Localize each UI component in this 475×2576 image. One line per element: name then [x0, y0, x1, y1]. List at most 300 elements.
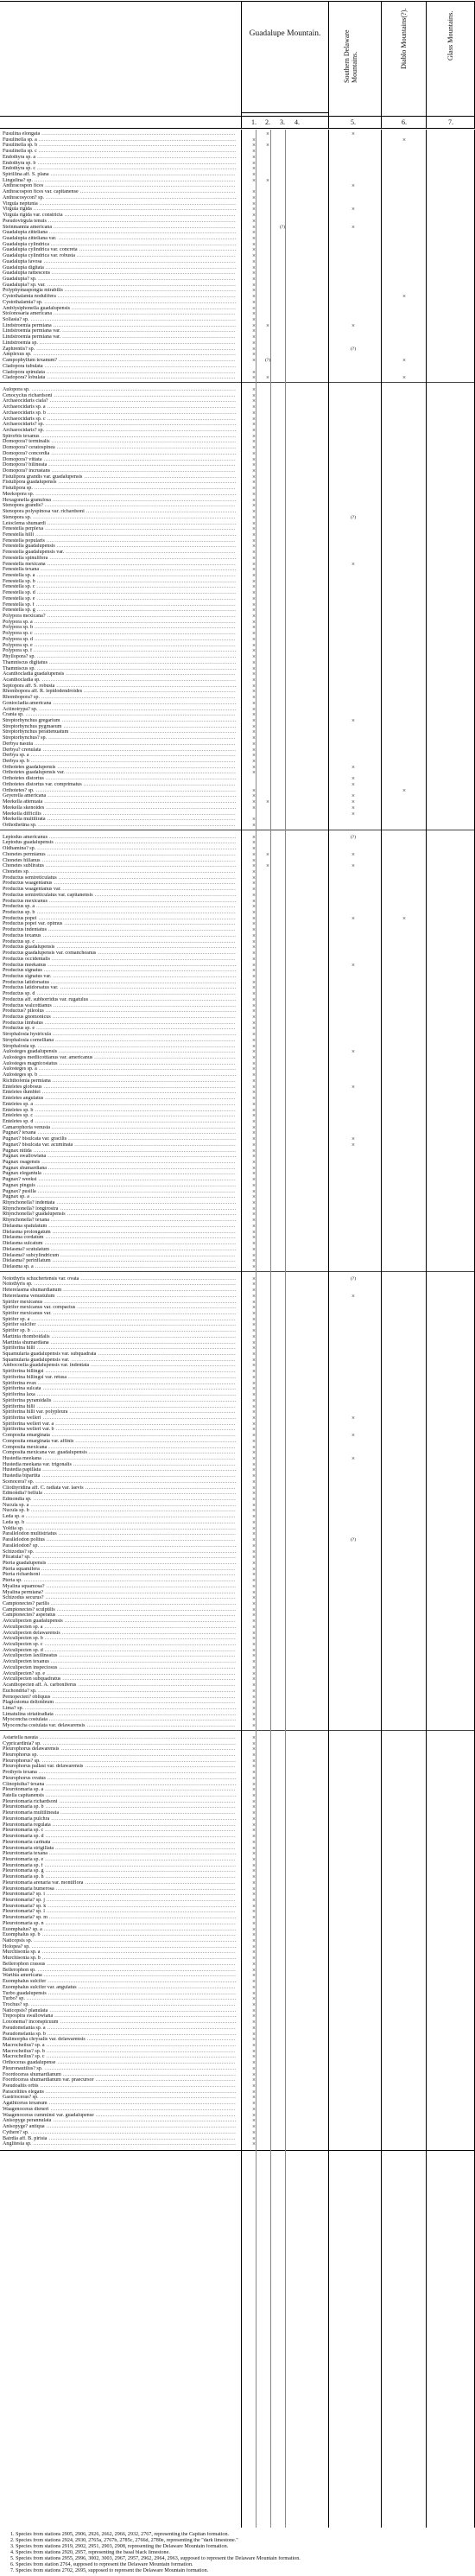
- table-row: [0, 1096, 475, 1102]
- species-name: Camarophoria venusta .....: [3, 1125, 236, 1131]
- table-row: [0, 1904, 475, 1910]
- occurrence-mark: ×: [252, 1379, 256, 1387]
- table-row: [0, 1764, 475, 1770]
- occurrence-mark: ×: [252, 1815, 256, 1822]
- species-name: Strophalosia sp. .....: [3, 1044, 236, 1050]
- occurrence-mark: ×: [252, 427, 256, 434]
- occurrence-mark: ×: [252, 252, 256, 260]
- table-row: [0, 1671, 475, 1677]
- species-name: Euomphalus sulcifer var. angulatus .....: [3, 1985, 236, 1991]
- species-name: Pleurotomaria texana .....: [3, 1851, 236, 1857]
- occurrence-mark: ×: [252, 1356, 256, 1364]
- occurrence-mark: ×: [252, 1821, 256, 1829]
- species-name: Pleurotomaria? sp. j .....: [3, 1898, 236, 1904]
- occurrence-mark: ×: [252, 984, 256, 992]
- species-name: Pugnax elegantula .....: [3, 1171, 236, 1177]
- table-row: [0, 556, 475, 562]
- occurrence-mark: ×: [252, 1292, 256, 1300]
- occurrence-mark: ×: [252, 1810, 256, 1817]
- occurrence-mark: ×: [252, 630, 256, 638]
- occurrence-mark: ×: [252, 1600, 256, 1607]
- species-name: Productus latidorsatus var. .....: [3, 985, 236, 991]
- occurrence-mark: ×: [252, 176, 256, 184]
- species-name: Stenopora polyspinosa var. richardsoni .....: [3, 509, 236, 515]
- occurrence-mark: ×: [252, 665, 256, 672]
- table-row: [0, 945, 475, 951]
- table-row: [0, 747, 475, 754]
- table-row: [0, 2107, 475, 2113]
- occurrence-mark: ×: [352, 717, 355, 724]
- column-rule: [426, 130, 427, 2528]
- occurrence-mark: ×: [252, 577, 256, 585]
- header-number-rule: [0, 116, 475, 117]
- table-row: [0, 2113, 475, 2119]
- occurrence-mark: ×: [252, 607, 256, 614]
- table-row: [0, 1520, 475, 1526]
- column-number-7: 7.: [448, 118, 453, 126]
- species-name: Phyllopora? sp. .....: [3, 654, 236, 660]
- occurrence-mark: ×: [252, 728, 256, 736]
- occurrence-mark: ×: [252, 1234, 256, 1242]
- species-name: Camptonectes? parilis .....: [3, 1601, 236, 1607]
- table-row: [0, 1142, 475, 1148]
- occurrence-mark: ×: [252, 926, 256, 934]
- table-row: [0, 584, 475, 590]
- footnote: 5. Species from stations 2955, 2996, 3002, 3003, 2967, 2957, 2962, 2964, 2963, supposed to represent the Delaware Mountain formation.: [10, 2556, 301, 2561]
- species-name: Aviculipecten laxilineatus .....: [3, 1653, 236, 1659]
- occurrence-mark: ×: [252, 1995, 256, 2003]
- occurrence-mark: ×: [252, 310, 256, 318]
- species-name: Waagenoceras cumminsi var. guadalupense .....: [3, 2113, 236, 2119]
- table-row: [0, 1549, 475, 1555]
- table-row: [0, 2002, 475, 2008]
- species-name: Aulosteges medlicottianus var. americanus .....: [3, 1055, 236, 1061]
- species-name: Endothyra sp. b .....: [3, 161, 236, 167]
- occurrence-mark: ×: [252, 1960, 256, 1968]
- occurrence-mark: ×: [352, 862, 355, 870]
- occurrence-mark: ×: [252, 914, 256, 922]
- species-name: Polypora sp. c .....: [3, 631, 236, 637]
- table-row: [0, 515, 475, 521]
- table-row: [0, 1868, 475, 1874]
- species-name: Holopea? sp. .....: [3, 1944, 236, 1950]
- occurrence-mark: ×: [252, 1112, 256, 1120]
- species-name: Fenestella guadalupensis var. .....: [3, 550, 236, 556]
- table-row: [0, 1415, 475, 1422]
- occurrence-mark: ×: [252, 682, 256, 690]
- occurrence-mark: ×: [252, 856, 256, 864]
- occurrence-mark: ×: [252, 194, 256, 201]
- occurrence-mark: ×: [252, 2140, 256, 2148]
- occurrence-mark: ×: [252, 1298, 256, 1306]
- species-name: Pleurotomaria sp. d .....: [3, 1834, 236, 1840]
- footnote: 1. Species from stations 2905, 2906, 2926, 2662, 2966, 2932, 2767, representing the Capitan formation.: [10, 2532, 230, 2537]
- species-name: Spiriferina hilli var. polypleura .....: [3, 1409, 236, 1415]
- table-row: [0, 1084, 475, 1091]
- table-row: [0, 1491, 475, 1497]
- occurrence-mark: ×: [252, 1687, 256, 1695]
- table-row: [0, 1352, 475, 1358]
- occurrence-mark: ×: [252, 351, 256, 359]
- table-row: [0, 1526, 475, 1532]
- table-row: [0, 607, 475, 614]
- table-row: [0, 684, 475, 690]
- table-row: [0, 1612, 475, 1619]
- occurrence-mark: ×: [252, 735, 256, 742]
- table-row: [0, 225, 475, 231]
- table-row: [0, 1607, 475, 1613]
- table-row: [0, 1886, 475, 1892]
- species-name: Orthothetina sp. .....: [3, 823, 236, 829]
- table-row: [0, 1369, 475, 1375]
- species-name: Pleurophorus? sp. .....: [3, 1759, 236, 1765]
- species-name: Streptorhynchus gregarium .....: [3, 718, 236, 724]
- species-name: Polypora sp. a .....: [3, 620, 236, 626]
- occurrence-mark: ×: [252, 763, 256, 771]
- table-row: [0, 1840, 475, 1846]
- table-row: [0, 811, 475, 817]
- occurrence-mark: ×: [252, 845, 256, 853]
- header-rule-5: [328, 1, 329, 128]
- species-name: Trepospira swallowiana .....: [3, 2013, 236, 2019]
- species-name: Virgula rigida .....: [3, 207, 236, 213]
- table-row: [0, 230, 475, 236]
- occurrence-mark: ×: [252, 240, 256, 248]
- occurrence-mark: ×: [252, 1623, 256, 1631]
- diablo-label: Diablo Mountains(?).: [400, 8, 408, 69]
- species-name: Lindstroemia permiana var. .....: [3, 334, 236, 340]
- species-name: Anthracospon fices var. capitanense .....: [3, 189, 236, 195]
- species-name: Productus mexicanus .....: [3, 899, 236, 905]
- species-name: Virgula rigida var. constricta .....: [3, 213, 236, 219]
- species-name: Pugnax? pusilla .....: [3, 1189, 236, 1195]
- species-name: Richthofenia permiana .....: [3, 1078, 236, 1084]
- species-name: Derbya nasuta .....: [3, 741, 236, 747]
- species-name: Aulosteges guadalupensis .....: [3, 1049, 236, 1055]
- species-name: Fusulina elongata .....: [3, 131, 236, 137]
- occurrence-mark: ×: [252, 1059, 256, 1067]
- species-name: Paraceltites elegans .....: [3, 2089, 236, 2096]
- table-row: [0, 1695, 475, 1701]
- table-row: [0, 1723, 475, 1729]
- occurrence-mark: ×: [252, 1618, 256, 1625]
- occurrence-mark: ×: [252, 2083, 256, 2090]
- species-name: Sollasia? sp. .....: [3, 317, 236, 323]
- occurrence-mark: ×: [252, 786, 256, 794]
- occurrence-mark: ×: [252, 722, 256, 730]
- table-row: [0, 1230, 475, 1236]
- occurrence-mark: ×: [352, 130, 355, 137]
- occurrence-mark: ×: [252, 2030, 256, 2038]
- occurrence-mark: ×: [352, 1048, 355, 1056]
- species-name: Leptodus americanus .....: [3, 835, 236, 841]
- species-name: Polypora mexicana? .....: [3, 614, 236, 620]
- species-name: Composita emarginata var. affinis .....: [3, 1439, 236, 1445]
- table-row: [0, 1322, 475, 1328]
- occurrence-mark: ×: [252, 1100, 256, 1108]
- occurrence-mark: ×: [252, 1129, 256, 1137]
- species-name: Archaeocidaris? sp. .....: [3, 422, 236, 428]
- table-row: [0, 1927, 475, 1933]
- table-row: [0, 1770, 475, 1776]
- species-name: Chonetes sp. .....: [3, 869, 236, 875]
- section-divider: [0, 382, 475, 383]
- table-row: [0, 1264, 475, 1270]
- occurrence-mark: ×: [252, 938, 256, 945]
- occurrence-mark: ×: [352, 560, 355, 568]
- table-row: [0, 236, 475, 242]
- table-row: [0, 1154, 475, 1160]
- table-row: [0, 1880, 475, 1886]
- occurrence-mark: ×: [402, 357, 406, 365]
- species-name: Pugnax sp. a .....: [3, 1194, 236, 1200]
- table-row: [0, 213, 475, 219]
- occurrence-mark: ×: [252, 1780, 256, 1788]
- occurrence-mark: ×: [252, 618, 256, 626]
- occurrence-mark: ×: [252, 961, 256, 969]
- table-row: [0, 265, 475, 271]
- table-row: [0, 1189, 475, 1195]
- table-row: [0, 398, 475, 404]
- table-row: [0, 166, 475, 172]
- occurrence-mark: ×: [252, 1339, 256, 1346]
- table-row: [0, 1311, 475, 1317]
- species-name: Aviculipecten sp. a .....: [3, 1625, 236, 1631]
- species-name: Meekella difficilis .....: [3, 811, 236, 817]
- occurrence-mark: ×: [252, 1072, 256, 1079]
- occurrence-mark: ×: [252, 886, 256, 894]
- occurrence-mark: ×: [252, 1740, 256, 1747]
- table-row: [0, 776, 475, 782]
- species-name: Plicatula? sp. .....: [3, 1555, 236, 1561]
- occurrence-mark: ×: [252, 1594, 256, 1602]
- table-row: [0, 660, 475, 666]
- table-row: [0, 1653, 475, 1659]
- species-name: Pugnax nitida .....: [3, 1148, 236, 1154]
- occurrence-mark: ×: [252, 246, 256, 254]
- table-row: [0, 1328, 475, 1334]
- table-row: [0, 1759, 475, 1765]
- table-row: [0, 985, 475, 991]
- species-name: Aviculipecten sp. d .....: [3, 1648, 236, 1654]
- species-name: Archaeocidaris sp. c .....: [3, 417, 236, 423]
- species-name: Streptorhynchus perattenuatum .....: [3, 729, 236, 735]
- species-name: Polypora sp. e .....: [3, 643, 236, 649]
- occurrence-mark: ×: [252, 258, 256, 265]
- species-name: Cystothalamia? sp. .....: [3, 300, 236, 306]
- species-name: Composita mexicana var. guadalupensis .....: [3, 1450, 236, 1456]
- table-row: [0, 1148, 475, 1154]
- table-row: [0, 835, 475, 841]
- table-row: [0, 695, 475, 701]
- table-row: [0, 770, 475, 776]
- table-row: [0, 805, 475, 811]
- table-row: [0, 2019, 475, 2026]
- species-name: Rhynchonella? guadalupensis .....: [3, 1212, 236, 1218]
- species-name: Schizodus? sp. .....: [3, 1549, 236, 1555]
- table-row: [0, 1206, 475, 1212]
- species-name: Cladopora? lobulata .....: [3, 375, 236, 381]
- table-row: [0, 474, 475, 480]
- species-name: Hustedia meekana var. trigonalis .....: [3, 1462, 236, 1468]
- species-name: Guadalupia ramescens .....: [3, 270, 236, 277]
- occurrence-mark: ×: [252, 368, 256, 376]
- occurrence-mark: ×: [252, 816, 256, 824]
- species-name: Agathiceras texanum .....: [3, 2101, 236, 2107]
- table-row: [0, 253, 475, 259]
- occurrence-mark: (?): [350, 834, 357, 840]
- table-row: [0, 1590, 475, 1596]
- table-row: [0, 625, 475, 631]
- species-name: Composita mexicana .....: [3, 1445, 236, 1451]
- table-row: [0, 712, 475, 718]
- occurrence-mark: ×: [252, 444, 256, 452]
- occurrence-mark: ×: [252, 1315, 256, 1323]
- species-name: Euchondria? sp. .....: [3, 1689, 236, 1695]
- occurrence-mark: ×: [252, 1663, 256, 1671]
- occurrence-mark: ×: [252, 1501, 256, 1509]
- table-row: [0, 1072, 475, 1078]
- table-row: [0, 567, 475, 573]
- species-name: Aviculipecten guadalupensis .....: [3, 1619, 236, 1625]
- occurrence-mark: ×: [252, 543, 256, 550]
- occurrence-mark: ×: [252, 554, 256, 562]
- species-name: Streptorhynchus? sp. .....: [3, 735, 236, 741]
- species-name: Anisopyge? antiqua .....: [3, 2124, 236, 2130]
- species-name: Pleurotomaria pulchra .....: [3, 1816, 236, 1822]
- species-name: Chonetes subliratus .....: [3, 863, 236, 869]
- occurrence-mark: ×: [252, 694, 256, 702]
- occurrence-mark: ×: [252, 833, 256, 841]
- species-name: Guadalupia cylindrica .....: [3, 242, 236, 248]
- occurrence-mark: (?): [350, 514, 357, 520]
- table-row: [0, 939, 475, 945]
- species-name: Orthotetes guadalupensis .....: [3, 765, 236, 771]
- species-name: Archaeocidaris sp. b .....: [3, 410, 236, 417]
- table-row: [0, 306, 475, 312]
- table-row: [0, 1968, 475, 1974]
- species-name: Pleurotomaria arenaria var. montiflora .....: [3, 1880, 236, 1886]
- species-name: Thamniscus sp. .....: [3, 666, 236, 672]
- column-number-1: 1.: [251, 118, 256, 126]
- table-row: [0, 1648, 475, 1654]
- occurrence-mark: ×: [252, 1658, 256, 1666]
- species-name: Dielasma spatulatum .....: [3, 1224, 236, 1230]
- occurrence-mark: ×: [252, 1065, 256, 1073]
- table-row: [0, 573, 475, 579]
- species-name: Fenestella sp. f .....: [3, 602, 236, 608]
- table-row: [0, 1177, 475, 1183]
- occurrence-mark: ×: [252, 2123, 256, 2131]
- occurrence-mark: ×: [252, 758, 256, 766]
- table-row: [0, 1962, 475, 1968]
- table-row: [0, 1021, 475, 1027]
- species-name: Fistulipora sp. .....: [3, 486, 236, 492]
- occurrence-mark: ×: [266, 142, 269, 149]
- occurrence-mark: ×: [252, 972, 256, 980]
- occurrence-mark: ×: [252, 1437, 256, 1445]
- table-row: [0, 1485, 475, 1492]
- table-row: [0, 2136, 475, 2142]
- table-row: [0, 1746, 475, 1752]
- table-row: [0, 1300, 475, 1306]
- species-name: Endothyra sp. a .....: [3, 155, 236, 161]
- table-row: [0, 927, 475, 933]
- table-row: [0, 259, 475, 265]
- species-name: Anthracospon fices .....: [3, 183, 236, 189]
- species-name: Anthracosycon? sp. .....: [3, 195, 236, 201]
- occurrence-mark: ×: [252, 409, 256, 417]
- species-name: Derbya? crenulata .....: [3, 747, 236, 754]
- occurrence-mark: ×: [266, 176, 269, 184]
- table-row: [0, 143, 475, 149]
- header-bottom-rule: [0, 128, 475, 129]
- table-row: [0, 963, 475, 969]
- table-row: [0, 207, 475, 213]
- species-name: Domopora? concordia .....: [3, 451, 236, 457]
- occurrence-mark: ×: [252, 1833, 256, 1841]
- table-row: [0, 1183, 475, 1189]
- occurrence-mark: ×: [252, 1652, 256, 1660]
- occurrence-mark: ×: [352, 961, 355, 969]
- table-row: [0, 1793, 475, 1799]
- species-name: Amblysiphonella guadalupensis .....: [3, 306, 236, 312]
- table-row: [0, 503, 475, 509]
- occurrence-mark: ×: [352, 206, 355, 213]
- table-row: [0, 1345, 475, 1352]
- occurrence-mark: ×: [252, 1048, 256, 1056]
- species-name: Pleurotomaria? sp. k .....: [3, 1904, 236, 1910]
- occurrence-mark: (?): [350, 346, 357, 352]
- occurrence-mark: ×: [252, 1582, 256, 1590]
- occurrence-mark: ×: [352, 1414, 355, 1422]
- table-row: [0, 1578, 475, 1584]
- species-name: Foordoceras shumardianum var. praecursor .....: [3, 2077, 236, 2083]
- occurrence-mark: ×: [252, 1530, 256, 1538]
- table-row: [0, 1949, 475, 1956]
- species-name: Guadalupia cylindrica var. robusta .....: [3, 253, 236, 259]
- occurrence-mark: ×: [252, 519, 256, 527]
- occurrence-mark: ×: [252, 1351, 256, 1358]
- species-name: Lima? sp. .....: [3, 1706, 236, 1712]
- occurrence-mark: ×: [402, 914, 406, 922]
- species-name: Virgula neptunia .....: [3, 201, 236, 207]
- species-name: Productus meekanus .....: [3, 963, 236, 969]
- species-name: Guadalupia zitteliana var. .....: [3, 236, 236, 242]
- occurrence-mark: ×: [352, 798, 355, 806]
- species-name: Cenocyclus richardsoni .....: [3, 393, 236, 399]
- table-row: [0, 1462, 475, 1468]
- table-row: [0, 538, 475, 544]
- table-row: [0, 788, 475, 794]
- table-row: [0, 1572, 475, 1578]
- species-name: Pseudomelania sp. a .....: [3, 2026, 236, 2032]
- occurrence-mark: ×: [252, 1676, 256, 1683]
- species-name: Actinotrypa? sp. .....: [3, 707, 236, 713]
- footnote: 6. Species from station 2764, supposed to represent the Delaware Mountain formation.: [10, 2562, 193, 2567]
- occurrence-mark: ×: [252, 159, 256, 167]
- species-name: Amplexus sp. .....: [3, 352, 236, 358]
- occurrence-mark: ×: [252, 1908, 256, 1916]
- table-row: [0, 666, 475, 672]
- species-name: Zaphrentis? sp. .....: [3, 347, 236, 353]
- table-row: [0, 899, 475, 905]
- species-name: Fenestella perplexa .....: [3, 526, 236, 532]
- table-row: [0, 1218, 475, 1224]
- occurrence-mark: ×: [252, 1135, 256, 1143]
- species-name: Anglitesia sp. .....: [3, 2141, 236, 2147]
- species-name: Orthotetes distortus var. comprimatus .....: [3, 782, 236, 788]
